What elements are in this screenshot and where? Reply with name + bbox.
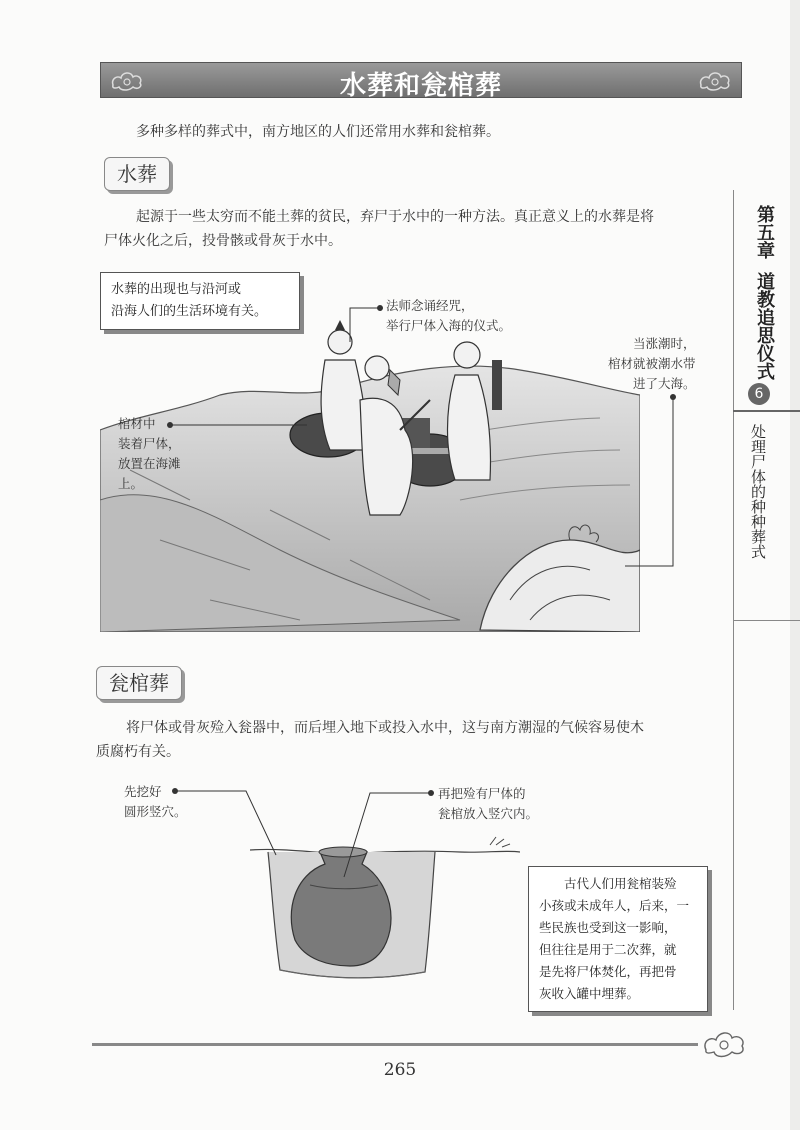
callout-coffin: 棺材中 装着尸体， 放置在海滩 上。 <box>118 416 181 491</box>
note-line: 些民族也受到这一影响， <box>539 920 677 935</box>
note-line: 沿海人们的生活环境有关。 <box>111 304 268 319</box>
water-burial-body-line2: 尸体火化之后，投骨骸或骨灰于水中。 <box>104 233 342 249</box>
water-burial-body-line1: 起源于一些太穷而不能土葬的贫民，弃尸于水中的一种方法。真正意义上的水葬是将 <box>136 209 654 225</box>
callout-tide: 当涨潮时， 棺材就被潮水带 进了大海。 <box>608 336 696 391</box>
urn-burial-body-line1: 将尸体或骨灰殓入瓮器中，而后埋入地下或投入水中，这与南方潮湿的气候容易使木 <box>126 720 644 736</box>
section-number-badge: 6 <box>748 383 770 405</box>
title-banner <box>100 62 742 101</box>
callout-leader-line <box>345 304 385 344</box>
note-line: 古代人们用瓮棺装殓 <box>564 876 677 891</box>
chapter-title: 道教追思仪式 <box>754 272 775 380</box>
footer-rule <box>92 1043 698 1046</box>
callout-place-urn: 再把殓有尸体的 瓮棺放入竖穴内。 <box>438 786 539 821</box>
water-burial-illustration <box>100 300 640 632</box>
note-line: 但往往是用于二次葬，就 <box>539 942 677 957</box>
sidebar-rule <box>733 620 800 621</box>
intro-text: 多种多样的葬式中，南方地区的人们还常用水葬和瓮棺葬。 <box>136 124 500 140</box>
section-title: 处理尸体的种种葬式 <box>749 424 767 559</box>
note-line: 是先将尸体焚化，再把骨 <box>539 964 677 979</box>
urn-burial-body-line2: 质腐朽有关。 <box>96 744 180 760</box>
cloud-ornament-icon <box>700 1024 748 1060</box>
page-number: 265 <box>383 1060 417 1080</box>
urn-burial-note <box>528 866 708 1012</box>
sidebar-rule <box>733 410 800 412</box>
page-edge <box>790 0 800 1130</box>
cloud-ornament-icon <box>697 67 733 93</box>
chapter-label: 第五章 <box>754 205 775 259</box>
note-line: 灰收入罐中埋葬。 <box>539 986 640 1001</box>
callout-leader-line <box>172 422 312 432</box>
note-line: 小孩或未成年人，后来，一 <box>539 898 690 913</box>
page-title: 水葬和瓮棺葬 <box>339 71 502 101</box>
callout-priest: 法师念诵经咒， 举行尸体入海的仪式。 <box>386 298 512 333</box>
callout-leader-line <box>340 791 432 881</box>
note-line: 水葬的出现也与沿河或 <box>111 282 242 297</box>
section-heading-water-burial: 水葬 <box>104 157 170 191</box>
callout-leader-line <box>620 396 680 576</box>
callout-leader-line <box>176 789 286 859</box>
callout-dig: 先挖好 圆形竖穴。 <box>124 784 187 819</box>
sidebar-divider <box>733 190 734 1010</box>
section-heading-urn-burial: 瓮棺葬 <box>96 666 182 700</box>
